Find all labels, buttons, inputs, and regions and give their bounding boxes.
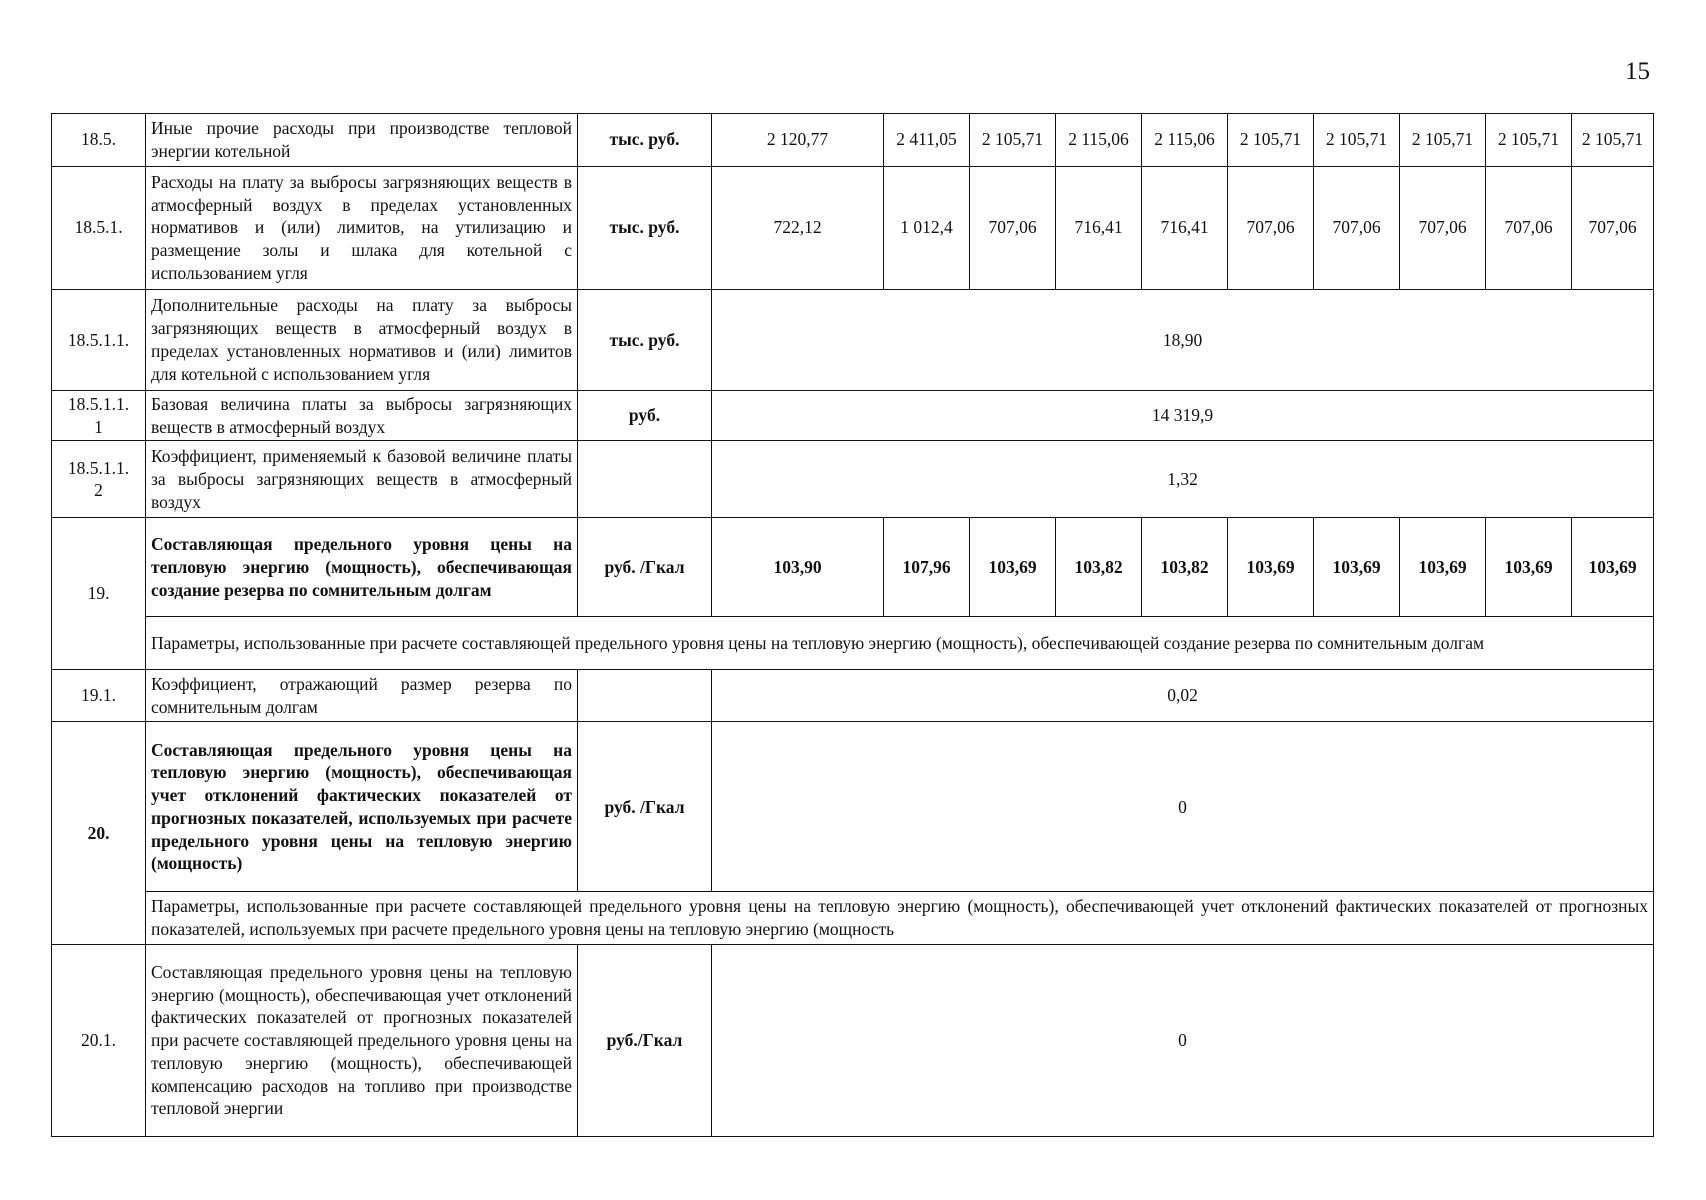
row-number: 18.5.1.1. <box>52 289 146 390</box>
params-text: Параметры, использованные при расчете составляющей предельного уровня цены на тепловую энергию (мощность), обеспечивающей создание резерва по сомнительным долгам <box>146 617 1654 670</box>
table-row <box>52 722 1654 892</box>
value-cell: 707,06 <box>1228 166 1314 289</box>
row-name-lead: Составляющая <box>151 739 273 760</box>
merged-value-cell: 0,02 <box>712 669 1654 722</box>
merged-value-cell: 1,32 <box>712 441 1654 518</box>
value-cell: 707,06 <box>1400 166 1486 289</box>
row-name: Коэффициент, отражающий размер резерва по сомнительным долгам <box>146 669 578 722</box>
row-number: 20.1. <box>52 944 146 1136</box>
row-number: 19.1. <box>52 669 146 722</box>
row-number: 18.5. <box>52 114 146 167</box>
value-cell: 2 105,71 <box>1228 114 1314 167</box>
merged-value-cell: 0 <box>712 944 1654 1136</box>
row-number: 18.5.1.1. 2 <box>52 441 146 518</box>
row-name: Базовая величина платы за выбросы загрязняющих веществ в атмосферный воздух <box>146 390 578 441</box>
value-cell: 722,12 <box>712 166 884 289</box>
table-row <box>52 166 1654 289</box>
page-number: 15 <box>1625 58 1650 85</box>
row-number: 20. <box>52 722 146 944</box>
value-cell: 103,69 <box>1314 518 1400 617</box>
row-number: 18.5.1. <box>52 166 146 289</box>
value-cell: 2 105,71 <box>1314 114 1400 167</box>
value-cell: 107,96 <box>884 518 970 617</box>
value-cell: 103,90 <box>712 518 884 617</box>
value-cell: 103,69 <box>1486 518 1572 617</box>
value-cell: 2 115,06 <box>1142 114 1228 167</box>
value-cell: 103,69 <box>970 518 1056 617</box>
value-cell: 2 105,71 <box>970 114 1056 167</box>
row-number: 18.5.1.1. 1 <box>52 390 146 441</box>
row-name: Иные прочие расходы при производстве тепловой энергии котельной <box>146 114 578 167</box>
table-row <box>52 289 1654 390</box>
row-name-lead: Составляющая <box>151 534 273 555</box>
params-row <box>52 892 1654 945</box>
row-unit: тыс. руб. <box>578 166 712 289</box>
value-cell: 103,82 <box>1056 518 1142 617</box>
row-name: Коэффициент, применяемый к базовой величине платы за выбросы загрязняющих веществ в атмосферный воздух <box>146 441 578 518</box>
value-cell: 2 115,06 <box>1056 114 1142 167</box>
value-cell: 707,06 <box>1486 166 1572 289</box>
row-unit: руб. /Гкал <box>578 518 712 617</box>
row-unit: тыс. руб. <box>578 114 712 167</box>
value-cell: 2 120,77 <box>712 114 884 167</box>
row-unit <box>578 441 712 518</box>
row-name <box>146 518 578 617</box>
table-row <box>52 114 1654 167</box>
row-number: 19. <box>52 518 146 670</box>
row-name: Расходы на плату за выбросы загрязняющих веществ в атмосферный воздух в пределах установленных нормативов и (или) лимитов, на утилизацию и размещение золы и шлака для котельной с использованием угля <box>146 166 578 289</box>
params-row <box>52 617 1654 670</box>
table-row <box>52 441 1654 518</box>
value-cell: 2 105,71 <box>1486 114 1572 167</box>
value-cell: 103,82 <box>1142 518 1228 617</box>
value-cell: 707,06 <box>1314 166 1400 289</box>
row-unit <box>578 669 712 722</box>
value-cell: 2 411,05 <box>884 114 970 167</box>
tariff-table <box>51 113 1654 1137</box>
table-row <box>52 518 1654 617</box>
value-cell: 2 105,71 <box>1572 114 1654 167</box>
value-cell: 716,41 <box>1056 166 1142 289</box>
merged-value-cell: 14 319,9 <box>712 390 1654 441</box>
row-name: Составляющая предельного уровня цены на тепловую энергию (мощность), обеспечивающая учет отклонений фактических показателей от прогнозных показателей при расчете составляющей предельного уровня цены на тепловую энергию (мощность), обеспечивающей компенсацию расходов на топливо при производстве тепловой энергии <box>146 944 578 1136</box>
merged-value-cell: 0 <box>712 722 1654 892</box>
row-unit: тыс. руб. <box>578 289 712 390</box>
value-cell: 103,69 <box>1400 518 1486 617</box>
value-cell: 103,69 <box>1572 518 1654 617</box>
value-cell: 707,06 <box>1572 166 1654 289</box>
value-cell: 2 105,71 <box>1400 114 1486 167</box>
row-unit: руб./Гкал <box>578 944 712 1136</box>
value-cell: 103,69 <box>1228 518 1314 617</box>
table-row <box>52 944 1654 1136</box>
row-name-rest: предельного уровня цены на тепловую энергию (мощность), обеспечивающая создание резерва по сомнительным долгам <box>151 534 572 600</box>
value-cell: 1 012,4 <box>884 166 970 289</box>
params-text: Параметры, использованные при расчете составляющей предельного уровня цены на тепловую энергию (мощность), обеспечивающей учет отклонений фактических показателей от прогнозных показателей, используемых при расчете предельного уровня цены на тепловую энергию (мощность <box>146 892 1654 945</box>
value-cell: 716,41 <box>1142 166 1228 289</box>
row-unit: руб. <box>578 390 712 441</box>
value-cell: 707,06 <box>970 166 1056 289</box>
table-row <box>52 669 1654 722</box>
row-name: Дополнительные расходы на плату за выбросы загрязняющих веществ в атмосферный воздух в пределах установленных нормативов и (или) лимитов для котельной с использованием угля <box>146 289 578 390</box>
row-name <box>146 722 578 892</box>
row-name-rest: предельного уровня цены на тепловую энергию (мощность), обеспечивающая учет отклонений фактических показателей от прогнозных показателей, используемых при расчете предельного уровня цены на тепловую энергию (мощность) <box>151 739 572 874</box>
merged-value-cell: 18,90 <box>712 289 1654 390</box>
table-row <box>52 390 1654 441</box>
row-unit: руб. /Гкал <box>578 722 712 892</box>
